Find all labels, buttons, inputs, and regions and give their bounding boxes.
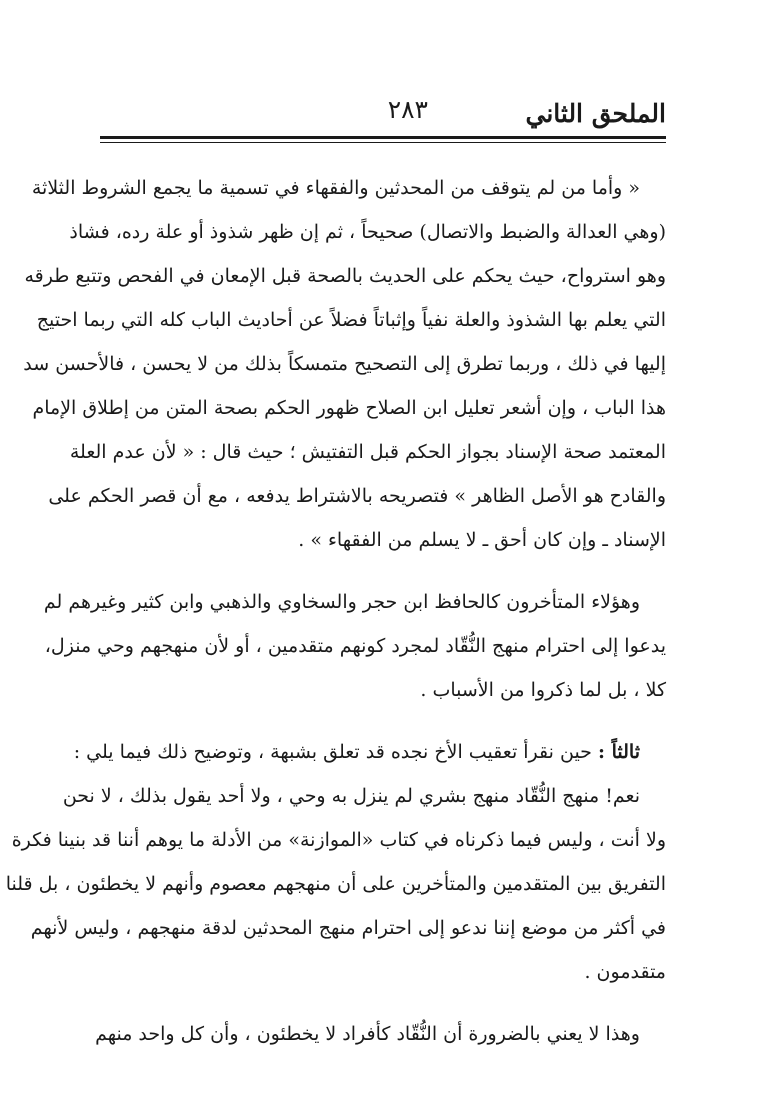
running-head-title: الملحق الثاني (525, 99, 666, 128)
header-rule-thin (100, 142, 666, 143)
text-line: متقدمون . (584, 961, 666, 983)
header-rule-thick (100, 136, 666, 139)
text-line-rest: حين نقرأ تعقيب الأخ نجده قد تعلق بشبهة ، وتوضيح ذلك فيما يلي : (73, 741, 598, 763)
text-line: التي يعلم بها الشذوذ والعلة نفياً وإثباتاً فضلاً عن أحاديث الباب كله التي ربما احتيج (36, 309, 666, 331)
section-lead: ثالثاً : (597, 741, 640, 763)
paragraph-gap (100, 994, 666, 1012)
text-line: يدعوا إلى احترام منهج النُّقّاد لمجرد كونهم متقدمين ، أو لأن منهجهم وحي منزل، (44, 635, 666, 657)
text-line: والقادح هو الأصل الظاهر » فتصريحه بالاشتراط يدفعه ، مع أن قصر الحكم على (48, 485, 666, 507)
text-line: وهو استرواح، حيث يحكم على الحديث بالصحة قبل الإمعان في الفحص وتتبع طرقه (24, 265, 666, 287)
page-number: ٢٨٣ (387, 95, 428, 124)
text-line: « وأما من لم يتوقف من المحدثين والفقهاء في تسمية ما يجمع الشروط الثلاثة (31, 177, 640, 199)
page-header (100, 95, 666, 135)
body-text (5, 166, 666, 1056)
paragraph-gap (100, 562, 666, 580)
text-line: في أكثر من موضع إننا ندعو إلى احترام منهج المحدثين لدقة منهجهم ، وليس لأنهم (30, 917, 666, 939)
text-line: الإسناد ـ وإن كان أحق ـ لا يسلم من الفقهاء » . (298, 529, 666, 551)
text-line: وهذا لا يعني بالضرورة أن النُّقّاد كأفراد لا يخطئون ، وأن كل واحد منهم (95, 1023, 640, 1045)
text-line: المعتمد صحة الإسناد بجواز الحكم قبل التفتيش ؛ حيث قال : « لأن عدم العلة (69, 441, 666, 463)
text-line: نعم! منهج النُّقّاد منهج بشري لم ينزل به وحي ، ولا أحد يقول بذلك ، لا نحن (62, 785, 640, 807)
text-line: وهؤلاء المتأخرون كالحافظ ابن حجر والسخاوي والذهبي وابن كثير وغيرهم لم (43, 591, 640, 613)
text-line: هذا الباب ، وإن أشعر تعليل ابن الصلاح ظهور الحكم بصحة المتن من إطلاق الإمام (32, 397, 666, 419)
text-line: كلا ، بل لما ذكروا من الأسباب . (420, 679, 666, 701)
text-line: ولا أنت ، وليس فيما ذكرناه في كتاب «الموازنة» من الأدلة ما يوهم أننا قد بنينا فكرة (11, 829, 666, 851)
text-line: إليها في ذلك ، وربما تطرق إلى التصحيح متمسكاً بذلك من لا يحسن ، فالأحسن سد (23, 353, 666, 375)
text-line: (وهي العدالة والضبط والاتصال) صحيحاً ، ثم إن ظهر شذوذ أو علة رده، فشاذ (69, 221, 666, 243)
paragraph-gap (100, 712, 666, 730)
text-line: التفريق بين المتقدمين والمتأخرين على أن منهجهم معصوم وأنهم لا يخطئون ، بل قلنا (5, 873, 666, 895)
text-line (73, 730, 666, 774)
